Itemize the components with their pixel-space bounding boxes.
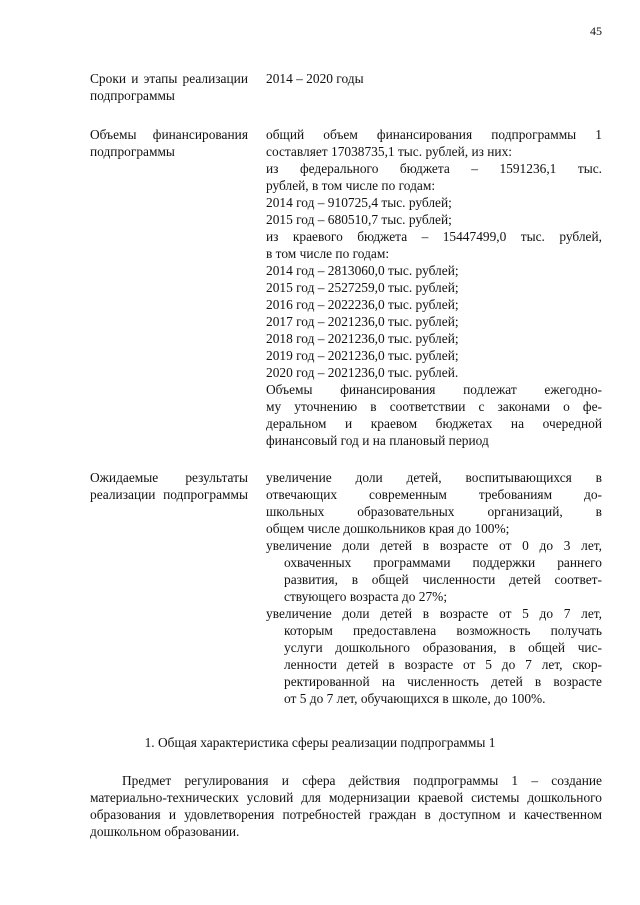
value-line: школьных образовательных организаций, в — [266, 504, 602, 519]
value-line: из краевого бюджета – 15447499,0 тыс. рублей, — [266, 229, 602, 244]
value-line: составляет 17038735,1 тыс. рублей, из них: — [266, 144, 513, 159]
row-value — [266, 70, 602, 104]
value-line: которым предоставлена возможность получать — [284, 623, 602, 638]
value-line: ректированной на численность детей в возрасте — [284, 674, 602, 689]
value-line: 2018 год – 2021236,0 тыс. рублей; — [266, 331, 459, 346]
value-line: в том числе по годам: — [266, 246, 390, 261]
value-line: услуги дошкольного образования, в общей чис- — [284, 640, 602, 655]
passport-table — [90, 70, 602, 727]
value-line: 2019 год – 2021236,0 тыс. рублей; — [266, 348, 459, 363]
row-label: Ожидаемые результаты реализации подпрограммы — [90, 470, 248, 502]
value-line: отвечающих современным требованиям до- — [266, 487, 602, 502]
row-value — [266, 126, 602, 449]
value-line: му уточнению в соответствии с законами о фе- — [266, 399, 602, 414]
value-line: 2014 – 2020 годы — [266, 71, 364, 86]
section-title: 1. Общая характеристика сферы реализации подпрограммы 1 — [144, 735, 496, 750]
value-line: из федерального бюджета – 1591236,1 тыс. — [266, 161, 602, 176]
value-line: увеличение доли детей в возрасте от 0 до 3 лет, — [266, 538, 602, 553]
row-label: Сроки и этапы реализации подпрограммы — [90, 71, 248, 103]
value-line: ленности детей в возрасте от 5 до 7 лет, скор- — [284, 657, 602, 672]
value-line: Объемы финансирования подлежат ежегодно- — [266, 382, 602, 397]
value-line: общем числе дошкольников края до 100%; — [266, 521, 510, 536]
value-line: ствующего возраста до 27%; — [284, 589, 448, 604]
value-line: 2017 год – 2021236,0 тыс. рублей; — [266, 314, 459, 329]
value-line: 2015 год – 2527259,0 тыс. рублей; — [266, 280, 459, 295]
value-line: увеличение доли детей в возрасте от 5 до 7 лет, — [266, 606, 602, 621]
value-line: финансовый год и на плановый период — [266, 433, 489, 448]
value-line: 2015 год – 680510,7 тыс. рублей; — [266, 212, 452, 227]
value-line: 2016 год – 2022236,0 тыс. рублей; — [266, 297, 459, 312]
value-line: 2014 год – 910725,4 тыс. рублей; — [266, 195, 452, 210]
passport-row-results — [90, 469, 602, 707]
value-line: от 5 до 7 лет, обучающихся в школе, до 100%. — [284, 691, 546, 706]
section-paragraph: Предмет регулирования и сфера действия подпрограммы 1 – создание материально-технических условий для модернизации краевой системы дошкольного образования и удовлетворения потребностей граждан в доступном и качественном дошкольном образовании. — [90, 773, 602, 839]
value-line: 2014 год – 2813060,0 тыс. рублей; — [266, 263, 459, 278]
value-line: деральном и краевом бюджетах на очередной — [266, 416, 602, 431]
value-line: 2020 год – 2021236,0 тыс. рублей. — [266, 365, 459, 380]
value-line: увеличение доли детей, воспитывающихся в — [266, 470, 602, 485]
value-line: общий объем финансирования подпрограммы 1 — [266, 127, 602, 142]
row-label: Объемы финансирования подпрограммы — [90, 127, 248, 159]
value-line: рублей, в том числе по годам: — [266, 178, 436, 193]
passport-row-financing — [90, 126, 602, 449]
value-line: развития, в общей численности детей соответ- — [284, 572, 602, 587]
passport-row-terms — [90, 70, 602, 104]
page-number: 45 — [590, 24, 602, 38]
value-line: охваченных программами поддержки раннего — [284, 555, 602, 570]
row-value — [266, 469, 602, 707]
